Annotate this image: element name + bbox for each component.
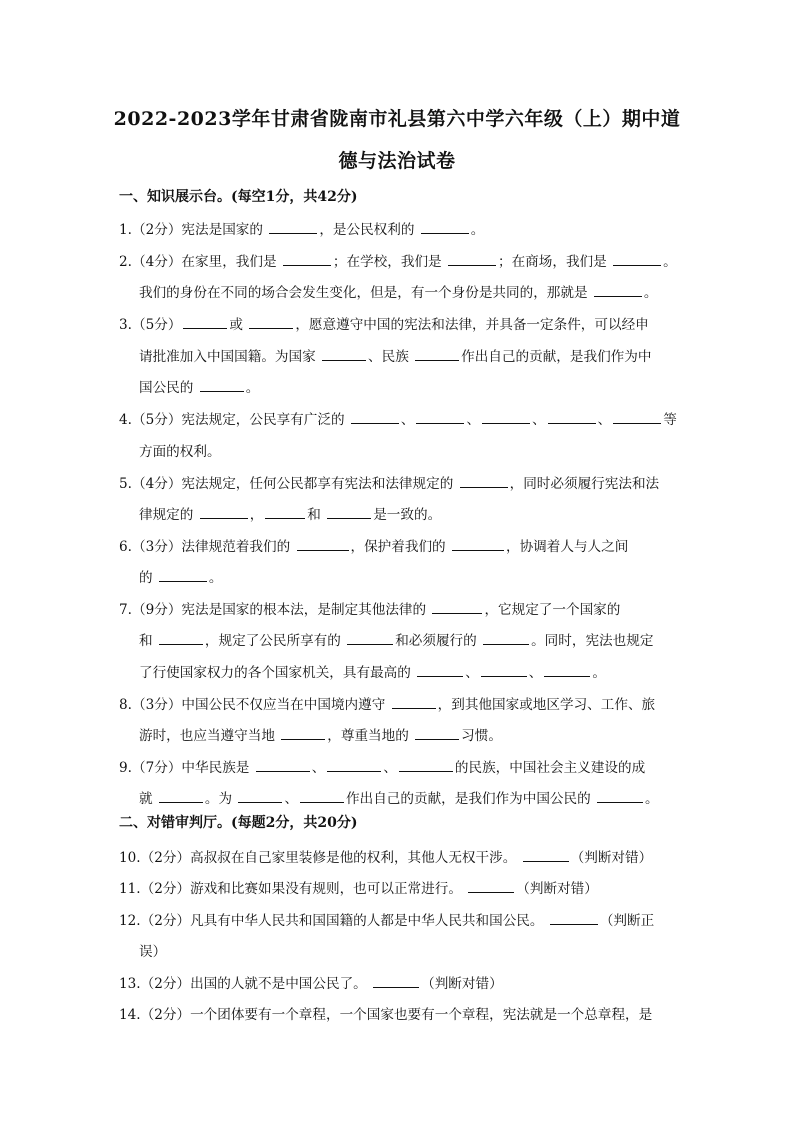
question-number: 12. xyxy=(119,913,141,929)
question-score: （2分） xyxy=(140,881,191,897)
question-text: 一个团体要有一个章程，一个国家也要有一个章程，宪法就是一个总章程，是 xyxy=(190,1007,653,1023)
question-score: （4分） xyxy=(131,254,182,270)
question-text: 中华民族是 xyxy=(181,760,254,776)
question-text: 。 xyxy=(470,222,485,238)
question-line xyxy=(119,408,677,428)
answer-blank[interactable] xyxy=(432,601,482,614)
question-line xyxy=(119,756,645,776)
answer-blank[interactable] xyxy=(392,696,436,709)
question-number: 9. xyxy=(119,760,132,776)
answer-blank[interactable] xyxy=(327,759,381,772)
answer-blank[interactable] xyxy=(373,975,419,988)
question-text: 。 xyxy=(245,380,260,396)
question-text: 、 xyxy=(597,412,612,428)
question-text: （判断对错） xyxy=(516,881,598,897)
answer-blank[interactable] xyxy=(594,284,642,297)
question-line xyxy=(119,972,503,992)
question-score: （7分） xyxy=(131,760,182,776)
answer-blank[interactable] xyxy=(159,569,207,582)
question-text: 、 xyxy=(528,665,543,681)
question-text: （判断对错） xyxy=(570,850,653,866)
question-text: 凡具有中华人民共和国国籍的人都是中华人民共和国公民。 xyxy=(190,913,548,929)
question-score: （2分） xyxy=(131,222,182,238)
question-text: ，是公民权利的 xyxy=(319,222,419,238)
question-text: 。为 xyxy=(204,791,237,807)
question-line-continued xyxy=(139,566,223,586)
question-text: 和 xyxy=(307,507,326,523)
question-text: 作出自己的贡献，是我们作为中国公民的 xyxy=(346,791,596,807)
question-text: 游戏和比赛如果没有规则，也可以正常进行。 xyxy=(190,881,467,897)
answer-blank[interactable] xyxy=(550,912,598,925)
question-text: 。 xyxy=(643,285,658,301)
question-line-continued xyxy=(139,376,259,396)
answer-blank[interactable] xyxy=(548,411,596,424)
answer-blank[interactable] xyxy=(265,506,305,519)
answer-blank[interactable] xyxy=(399,759,453,772)
answer-blank[interactable] xyxy=(448,253,496,266)
question-text: 和必须履行的 xyxy=(395,633,482,649)
answer-blank[interactable] xyxy=(351,411,399,424)
question-number: 11. xyxy=(119,881,141,897)
exam-title-line-1: 2022-2023学年甘肃省陇南市礼县第六中学六年级（上）期中道 xyxy=(113,108,681,130)
question-line-continued xyxy=(139,940,166,960)
question-text: 就 xyxy=(139,791,157,807)
question-text: 、 xyxy=(284,791,299,807)
answer-blank[interactable] xyxy=(347,632,393,645)
question-text: 、 xyxy=(311,760,326,776)
answer-blank[interactable] xyxy=(281,727,325,740)
answer-blank[interactable] xyxy=(269,221,317,234)
question-line xyxy=(119,877,598,897)
question-line-continued xyxy=(139,629,653,649)
answer-blank[interactable] xyxy=(483,632,529,645)
question-text: 宪法规定，任何公民都享有宪法和法律规定的 xyxy=(181,476,458,492)
question-text: 等 xyxy=(663,412,677,428)
question-text: ，愿意遵守中国的宪法和法律，并具备一定条件，可以经申 xyxy=(295,317,649,333)
question-line-continued xyxy=(139,345,651,365)
question-number: 8. xyxy=(119,697,132,713)
answer-blank[interactable] xyxy=(200,379,244,392)
question-line-continued xyxy=(139,440,221,460)
question-text: 的 xyxy=(139,570,157,586)
question-line xyxy=(119,250,677,270)
question-score: （9分） xyxy=(131,602,182,618)
question-text: 、 xyxy=(465,665,479,681)
exam-title-line-2: 德与法治试卷 xyxy=(338,150,456,172)
question-text: ；在商场，我们是 xyxy=(497,254,612,270)
answer-blank[interactable] xyxy=(300,790,344,803)
answer-blank[interactable] xyxy=(523,849,569,862)
answer-blank[interactable] xyxy=(468,880,514,893)
question-line xyxy=(119,846,652,866)
question-text: 宪法规定，公民享有广泛的 xyxy=(181,412,349,428)
question-text: ；在学校，我们是 xyxy=(332,254,446,270)
question-line xyxy=(119,909,654,929)
question-text: ，规定了公民所享有的 xyxy=(204,633,346,649)
answer-blank[interactable] xyxy=(544,664,590,677)
question-score: （5分） xyxy=(131,317,182,333)
answer-blank[interactable] xyxy=(238,790,282,803)
answer-blank[interactable] xyxy=(482,411,530,424)
question-text: （判断正 xyxy=(599,913,655,929)
answer-blank[interactable] xyxy=(613,411,661,424)
question-score: （5分） xyxy=(131,412,182,428)
question-text: （判断对错） xyxy=(421,976,503,992)
question-text: ，它规定了一个国家的 xyxy=(484,602,621,618)
question-text: 的民族，中国社会主义建设的成 xyxy=(454,760,646,776)
question-text: 、 xyxy=(466,412,481,428)
question-line xyxy=(119,472,659,492)
question-text: 是一致的。 xyxy=(373,507,442,523)
answer-blank[interactable] xyxy=(322,348,366,361)
question-text: ，协调着人与人之间 xyxy=(505,539,629,555)
question-score: （2分） xyxy=(140,1007,191,1023)
answer-blank[interactable] xyxy=(417,664,463,677)
question-number: 7. xyxy=(119,602,132,618)
question-text: 作出自己的贡献，是我们作为中 xyxy=(461,349,652,365)
section-heading-2: 二、对错审判厅。(每题2分，共20分) xyxy=(119,815,358,831)
question-text: 国公民的 xyxy=(139,380,198,396)
answer-blank[interactable] xyxy=(452,538,504,551)
question-score: （3分） xyxy=(131,697,182,713)
answer-blank[interactable] xyxy=(421,221,469,234)
question-text: 宪法是国家的 xyxy=(181,222,268,238)
question-text: 宪法是国家的根本法，是制定其他法律的 xyxy=(181,602,431,618)
question-text: 、 xyxy=(383,760,397,776)
answer-blank[interactable] xyxy=(159,790,203,803)
question-text: 。 xyxy=(663,254,677,270)
answer-blank[interactable] xyxy=(481,664,527,677)
question-score: （2分） xyxy=(140,976,191,992)
question-score: （2分） xyxy=(140,850,191,866)
question-number: 14. xyxy=(119,1007,141,1023)
answer-blank[interactable] xyxy=(415,348,459,361)
section-heading-1: 一、知识展示台。(每空1分，共42分) xyxy=(119,189,358,205)
question-text: 或 xyxy=(229,317,248,333)
answer-blank[interactable] xyxy=(256,759,310,772)
question-text: 中国公民不仅应当在中国境内遵守 xyxy=(181,697,390,713)
question-line xyxy=(119,313,649,333)
question-text: 误） xyxy=(139,944,167,960)
answer-blank[interactable] xyxy=(416,411,464,424)
question-line-continued xyxy=(139,281,658,301)
question-text: 出国的人就不是中国公民了。 xyxy=(190,976,372,992)
question-number: 10. xyxy=(119,850,141,866)
question-number: 4. xyxy=(119,412,132,428)
answer-blank[interactable] xyxy=(283,253,331,266)
question-text: 。同时，宪法也规定 xyxy=(531,633,654,649)
question-number: 3. xyxy=(119,317,132,333)
question-number: 6. xyxy=(119,539,132,555)
question-text: ，到其他国家或地区学习、工作、旅 xyxy=(437,697,656,713)
question-line-continued xyxy=(139,503,441,523)
answer-blank[interactable] xyxy=(249,316,293,329)
answer-blank[interactable] xyxy=(159,632,203,645)
question-text: 和 xyxy=(139,633,157,649)
question-line-continued xyxy=(139,724,502,744)
question-number: 13. xyxy=(119,976,141,992)
question-line-continued xyxy=(139,787,659,807)
question-line xyxy=(119,218,484,238)
question-score: （2分） xyxy=(140,913,191,929)
question-score: （4分） xyxy=(131,476,182,492)
question-score: （3分） xyxy=(131,539,182,555)
question-text: 法律规范着我们的 xyxy=(181,539,295,555)
question-text: 律规定的 xyxy=(139,507,198,523)
question-line xyxy=(119,535,628,555)
question-number: 5. xyxy=(119,476,132,492)
question-text: ，保护着我们的 xyxy=(350,539,450,555)
question-text: 。 xyxy=(592,665,606,681)
answer-blank[interactable] xyxy=(460,475,508,488)
question-line xyxy=(119,693,655,713)
question-text: 游时，也应当遵守当地 xyxy=(139,728,280,744)
question-text: 在家里，我们是 xyxy=(181,254,281,270)
question-text: 方面的权利。 xyxy=(139,444,221,460)
question-text: 了行使国家权力的各个国家机关，具有最高的 xyxy=(139,665,416,681)
question-text: 高叔叔在自己家里装修是他的权利，其他人无权干涉。 xyxy=(190,850,521,866)
answer-blank[interactable] xyxy=(297,538,349,551)
question-text: 我们的身份在不同的场合会发生变化，但是，有一个身份是共同的，那就是 xyxy=(139,285,592,301)
answer-blank[interactable] xyxy=(415,727,459,740)
question-line xyxy=(119,1003,652,1023)
answer-blank[interactable] xyxy=(183,316,227,329)
question-text: ，尊重当地的 xyxy=(327,728,414,744)
question-text: 、 xyxy=(400,412,415,428)
question-text: ， xyxy=(249,507,264,523)
question-line-continued xyxy=(139,661,606,681)
question-text: 请批准加入中国国籍。为国家 xyxy=(139,349,321,365)
answer-blank[interactable] xyxy=(327,506,371,519)
question-line xyxy=(119,598,620,618)
answer-blank[interactable] xyxy=(597,790,643,803)
question-text: 。 xyxy=(645,791,659,807)
question-text: 、民族 xyxy=(368,349,414,365)
question-number: 1. xyxy=(119,222,132,238)
question-text: 、 xyxy=(532,412,546,428)
question-text: 习惯。 xyxy=(461,728,502,744)
question-text: ，同时必须履行宪法和法 xyxy=(509,476,660,492)
question-text: 。 xyxy=(208,570,223,586)
answer-blank[interactable] xyxy=(613,253,661,266)
question-number: 2. xyxy=(119,254,132,270)
answer-blank[interactable] xyxy=(200,506,248,519)
